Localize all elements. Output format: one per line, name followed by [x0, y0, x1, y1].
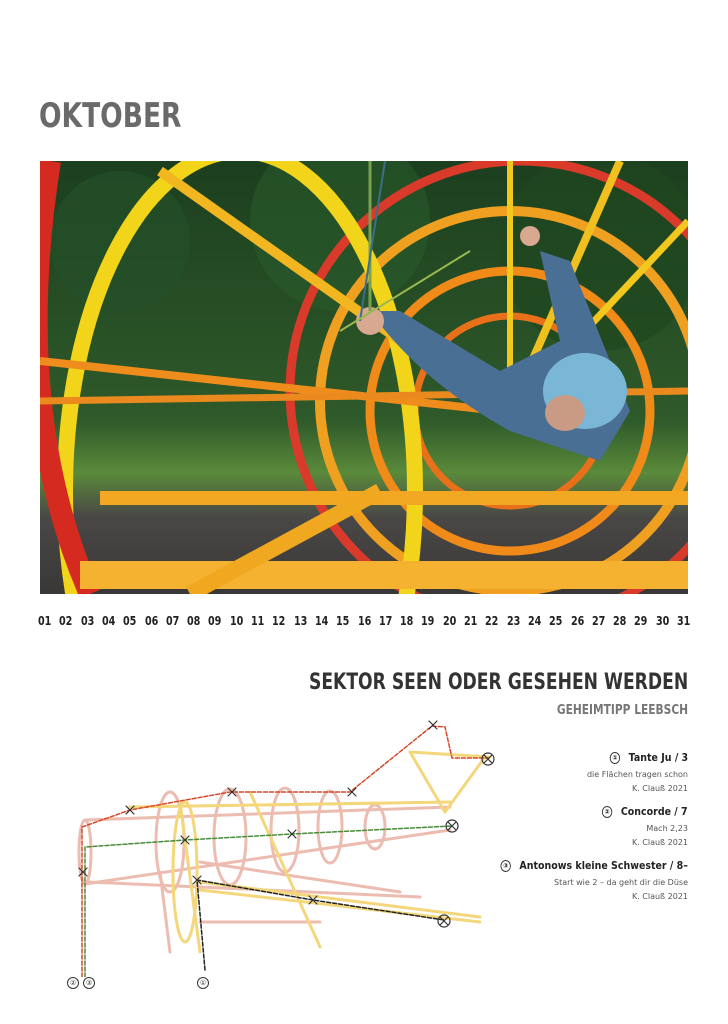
route-author: K. Clauß 2021 [631, 784, 688, 793]
day-number: 09 [208, 614, 222, 628]
start-marker: ③ [83, 977, 95, 989]
day-number: 12 [272, 614, 286, 628]
day-numbers [38, 614, 690, 632]
day-number: 23 [506, 614, 520, 628]
day-number: 04 [101, 614, 116, 628]
topo-start-markers [67, 977, 227, 991]
month-title: OKTOBER [39, 96, 182, 136]
day-number: 01 [38, 614, 52, 628]
day-number: 29 [634, 614, 648, 628]
route-number-badge: ① [610, 752, 620, 764]
day-number: 18 [400, 614, 414, 628]
day-number: 22 [485, 614, 499, 628]
route-description: Mach 2,23 [646, 824, 688, 833]
day-number: 31 [677, 614, 691, 628]
day-number: 19 [421, 614, 435, 628]
route-description: die Flächen tragen schon [586, 770, 688, 779]
day-number: 14 [314, 614, 329, 628]
start-marker: ② [67, 977, 79, 989]
day-number: 05 [123, 614, 137, 628]
sector-title: SEKTOR SEEN ODER GESEHEN WERDEN [308, 670, 688, 695]
day-number: 28 [613, 614, 627, 628]
sector-subtitle: GEHEIMTIPP LEEBSCH [556, 703, 688, 718]
day-number: 03 [80, 614, 94, 628]
day-number: 26 [570, 614, 584, 628]
day-number: 25 [549, 614, 563, 628]
day-number: 10 [229, 614, 244, 628]
route-name: Concorde / 7 [621, 805, 688, 818]
day-number: 30 [655, 614, 670, 628]
day-number: 13 [293, 614, 307, 628]
route-name: Antonows kleine Schwester / 8– [519, 859, 688, 872]
route-number-badge: ② [602, 806, 612, 818]
day-number: 15 [336, 614, 350, 628]
route-number-badge: ③ [501, 860, 511, 872]
route-name: Tante Ju / 3 [628, 751, 688, 764]
day-number: 02 [59, 614, 73, 628]
climbing-photo [40, 161, 688, 594]
day-number: 24 [527, 614, 542, 628]
day-number: 06 [144, 614, 158, 628]
day-number: 27 [591, 614, 606, 628]
day-number: 20 [442, 614, 457, 628]
day-number: 17 [378, 614, 393, 628]
photo-illustration [40, 161, 688, 594]
day-number: 11 [251, 614, 265, 628]
topo-drawing [60, 712, 500, 977]
route-description: Start wie 2 – da geht dir die Düse [554, 878, 688, 887]
start-marker: ① [197, 977, 209, 989]
route-author: K. Clauß 2021 [631, 838, 688, 847]
route-author: K. Clauß 2021 [631, 892, 688, 901]
day-number: 16 [357, 614, 371, 628]
day-number: 08 [187, 614, 201, 628]
day-number: 07 [165, 614, 180, 628]
day-number: 21 [464, 614, 478, 628]
route-topo-diagram [60, 712, 500, 981]
